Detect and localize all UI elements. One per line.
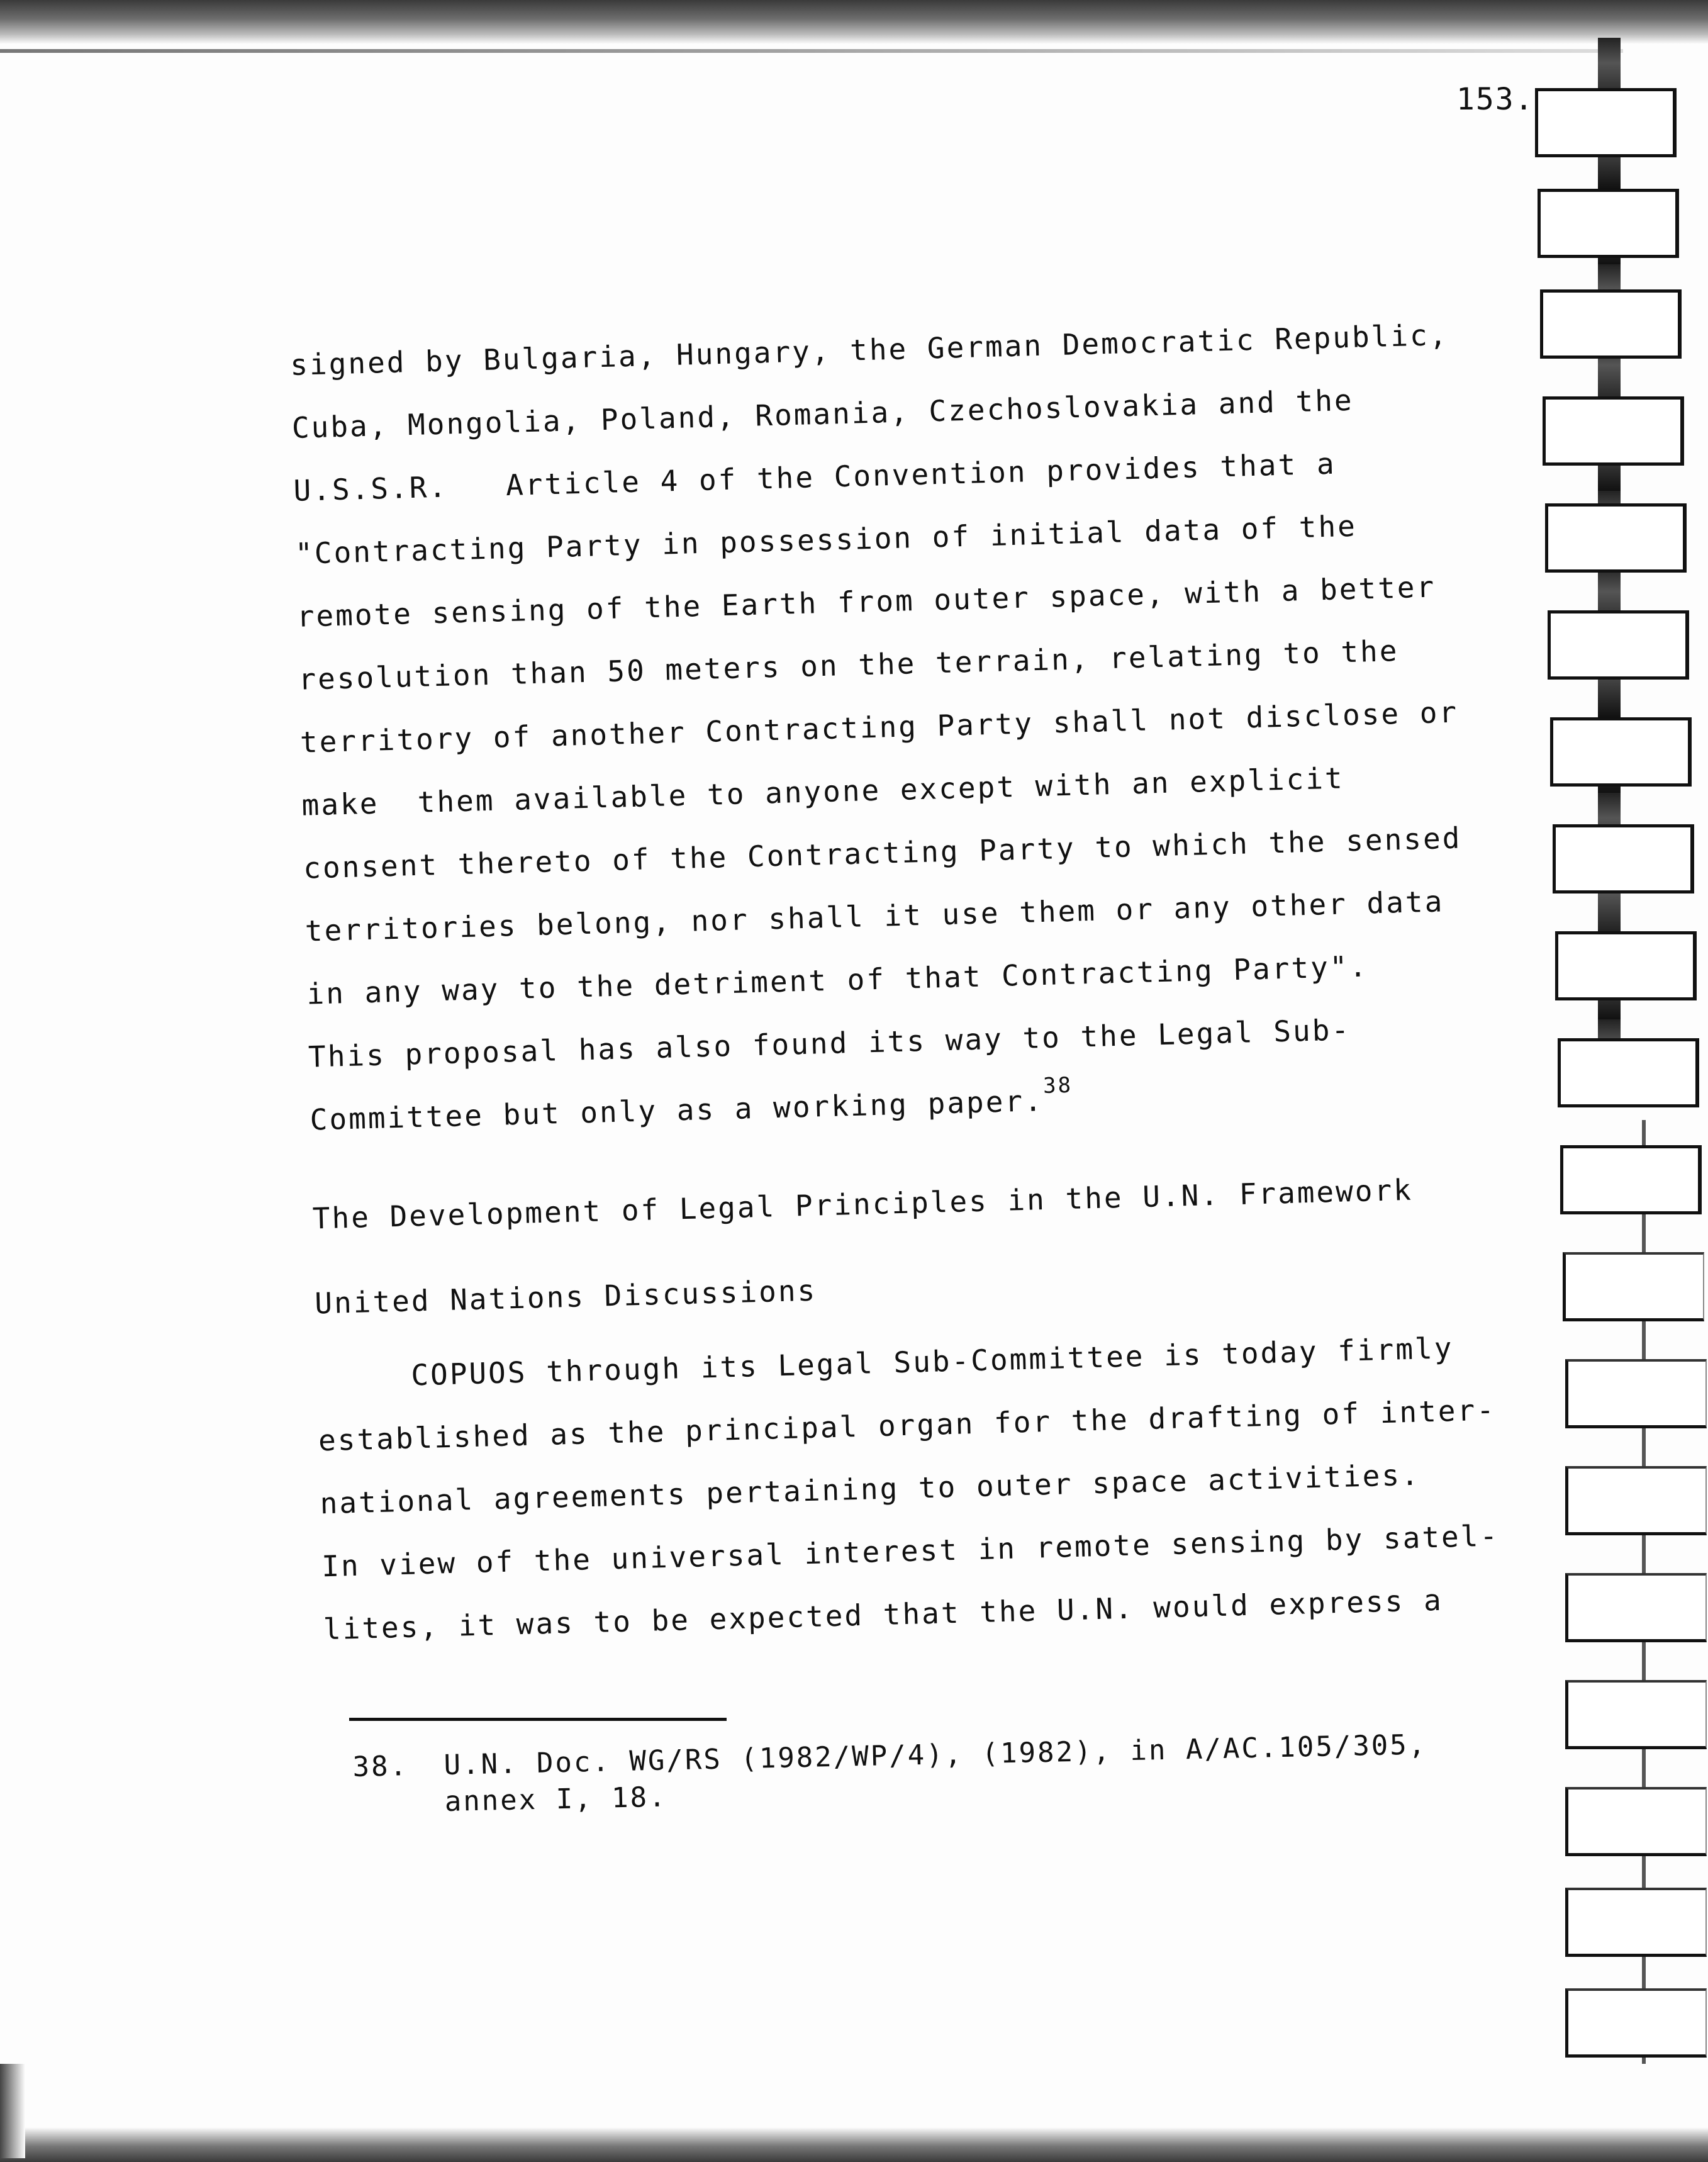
footnote-number: 38. xyxy=(352,1750,409,1783)
body-line: make them available to anyone except with an explicit xyxy=(301,761,1345,822)
body-line: consent thereto of the Contracting Party to which the sensed xyxy=(303,821,1462,885)
footnote-line-continued: annex I, 18. xyxy=(444,1781,668,1818)
binding-ring xyxy=(1565,1787,1707,1856)
subsection-heading: United Nations Discussions xyxy=(314,1273,817,1321)
footnote-divider xyxy=(349,1718,727,1721)
binding-ring xyxy=(1538,189,1679,258)
paragraph-line: lites, it was to be expected that the U.N. would express a xyxy=(323,1582,1444,1647)
section-heading: The Development of Legal Principles in the U.N. Framework xyxy=(312,1172,1414,1236)
footnote-reference: 38 xyxy=(1042,1072,1073,1099)
body-line: territories belong, nor shall it use them or any other data xyxy=(304,884,1444,948)
scan-edge-top xyxy=(0,0,1708,44)
binding-ring xyxy=(1560,1145,1702,1214)
paragraph-line: In view of the universal interest in remote sensing by satel- xyxy=(321,1518,1500,1584)
binding-ring xyxy=(1550,717,1692,787)
paragraph-line: COPUOS through its Legal Sub-Committee is today firmly xyxy=(410,1331,1454,1392)
body-line-last-text: Committee but only as a working paper. xyxy=(310,1084,1044,1137)
binding-ring xyxy=(1565,1680,1707,1749)
binding-ring xyxy=(1565,1988,1707,2058)
paragraph-line: national agreements pertaining to outer space activities. xyxy=(319,1457,1421,1521)
scan-edge-bottom xyxy=(0,2127,1708,2162)
footnote-text: U.N. Doc. WG/RS (1982/WP/4), (1982), in A/AC.105/305, xyxy=(444,1728,1427,1781)
body-line: U.S.S.R. Article 4 of the Convention provides that a xyxy=(293,446,1337,508)
body-line: This proposal has also found its way to the Legal Sub- xyxy=(308,1012,1351,1074)
body-line: in any way to the detriment of that Contracting Party". xyxy=(306,949,1369,1011)
body-text xyxy=(289,302,1519,1661)
binding-ring xyxy=(1548,610,1689,680)
binding-ring xyxy=(1555,931,1697,1000)
paragraph-line: established as the principal organ for the drafting of inter- xyxy=(318,1392,1497,1458)
footnote xyxy=(352,1727,1428,1822)
binding-ring xyxy=(1565,1573,1707,1642)
binding-ring xyxy=(1553,824,1694,893)
binding-ring xyxy=(1558,1038,1699,1107)
binding-ring xyxy=(1565,1888,1707,1957)
body-line: remote sensing of the Earth from outer space, with a better xyxy=(296,569,1436,634)
scan-edge-left xyxy=(0,2064,25,2158)
body-line: resolution than 50 meters on the terrain, relating to the xyxy=(298,634,1400,697)
body-line: signed by Bulgaria, Hungary, the German Democratic Republic, xyxy=(289,317,1449,382)
page-number: 153. xyxy=(1456,82,1534,117)
binding-ring xyxy=(1543,396,1684,466)
binding-ring xyxy=(1545,503,1687,573)
body-line: Cuba, Mongolia, Poland, Romania, Czechoslovakia and the xyxy=(291,383,1354,445)
scan-rule-top xyxy=(0,49,1623,53)
binding-ring xyxy=(1565,1359,1707,1428)
binding-ring xyxy=(1563,1252,1704,1321)
binding-ring xyxy=(1535,88,1677,157)
binding-ring xyxy=(1540,289,1682,359)
binding-ring xyxy=(1565,1466,1707,1535)
body-line: "Contracting Party in possession of initial data of the xyxy=(294,508,1358,571)
body-line: territory of another Contracting Party shall not disclose or xyxy=(299,695,1459,759)
